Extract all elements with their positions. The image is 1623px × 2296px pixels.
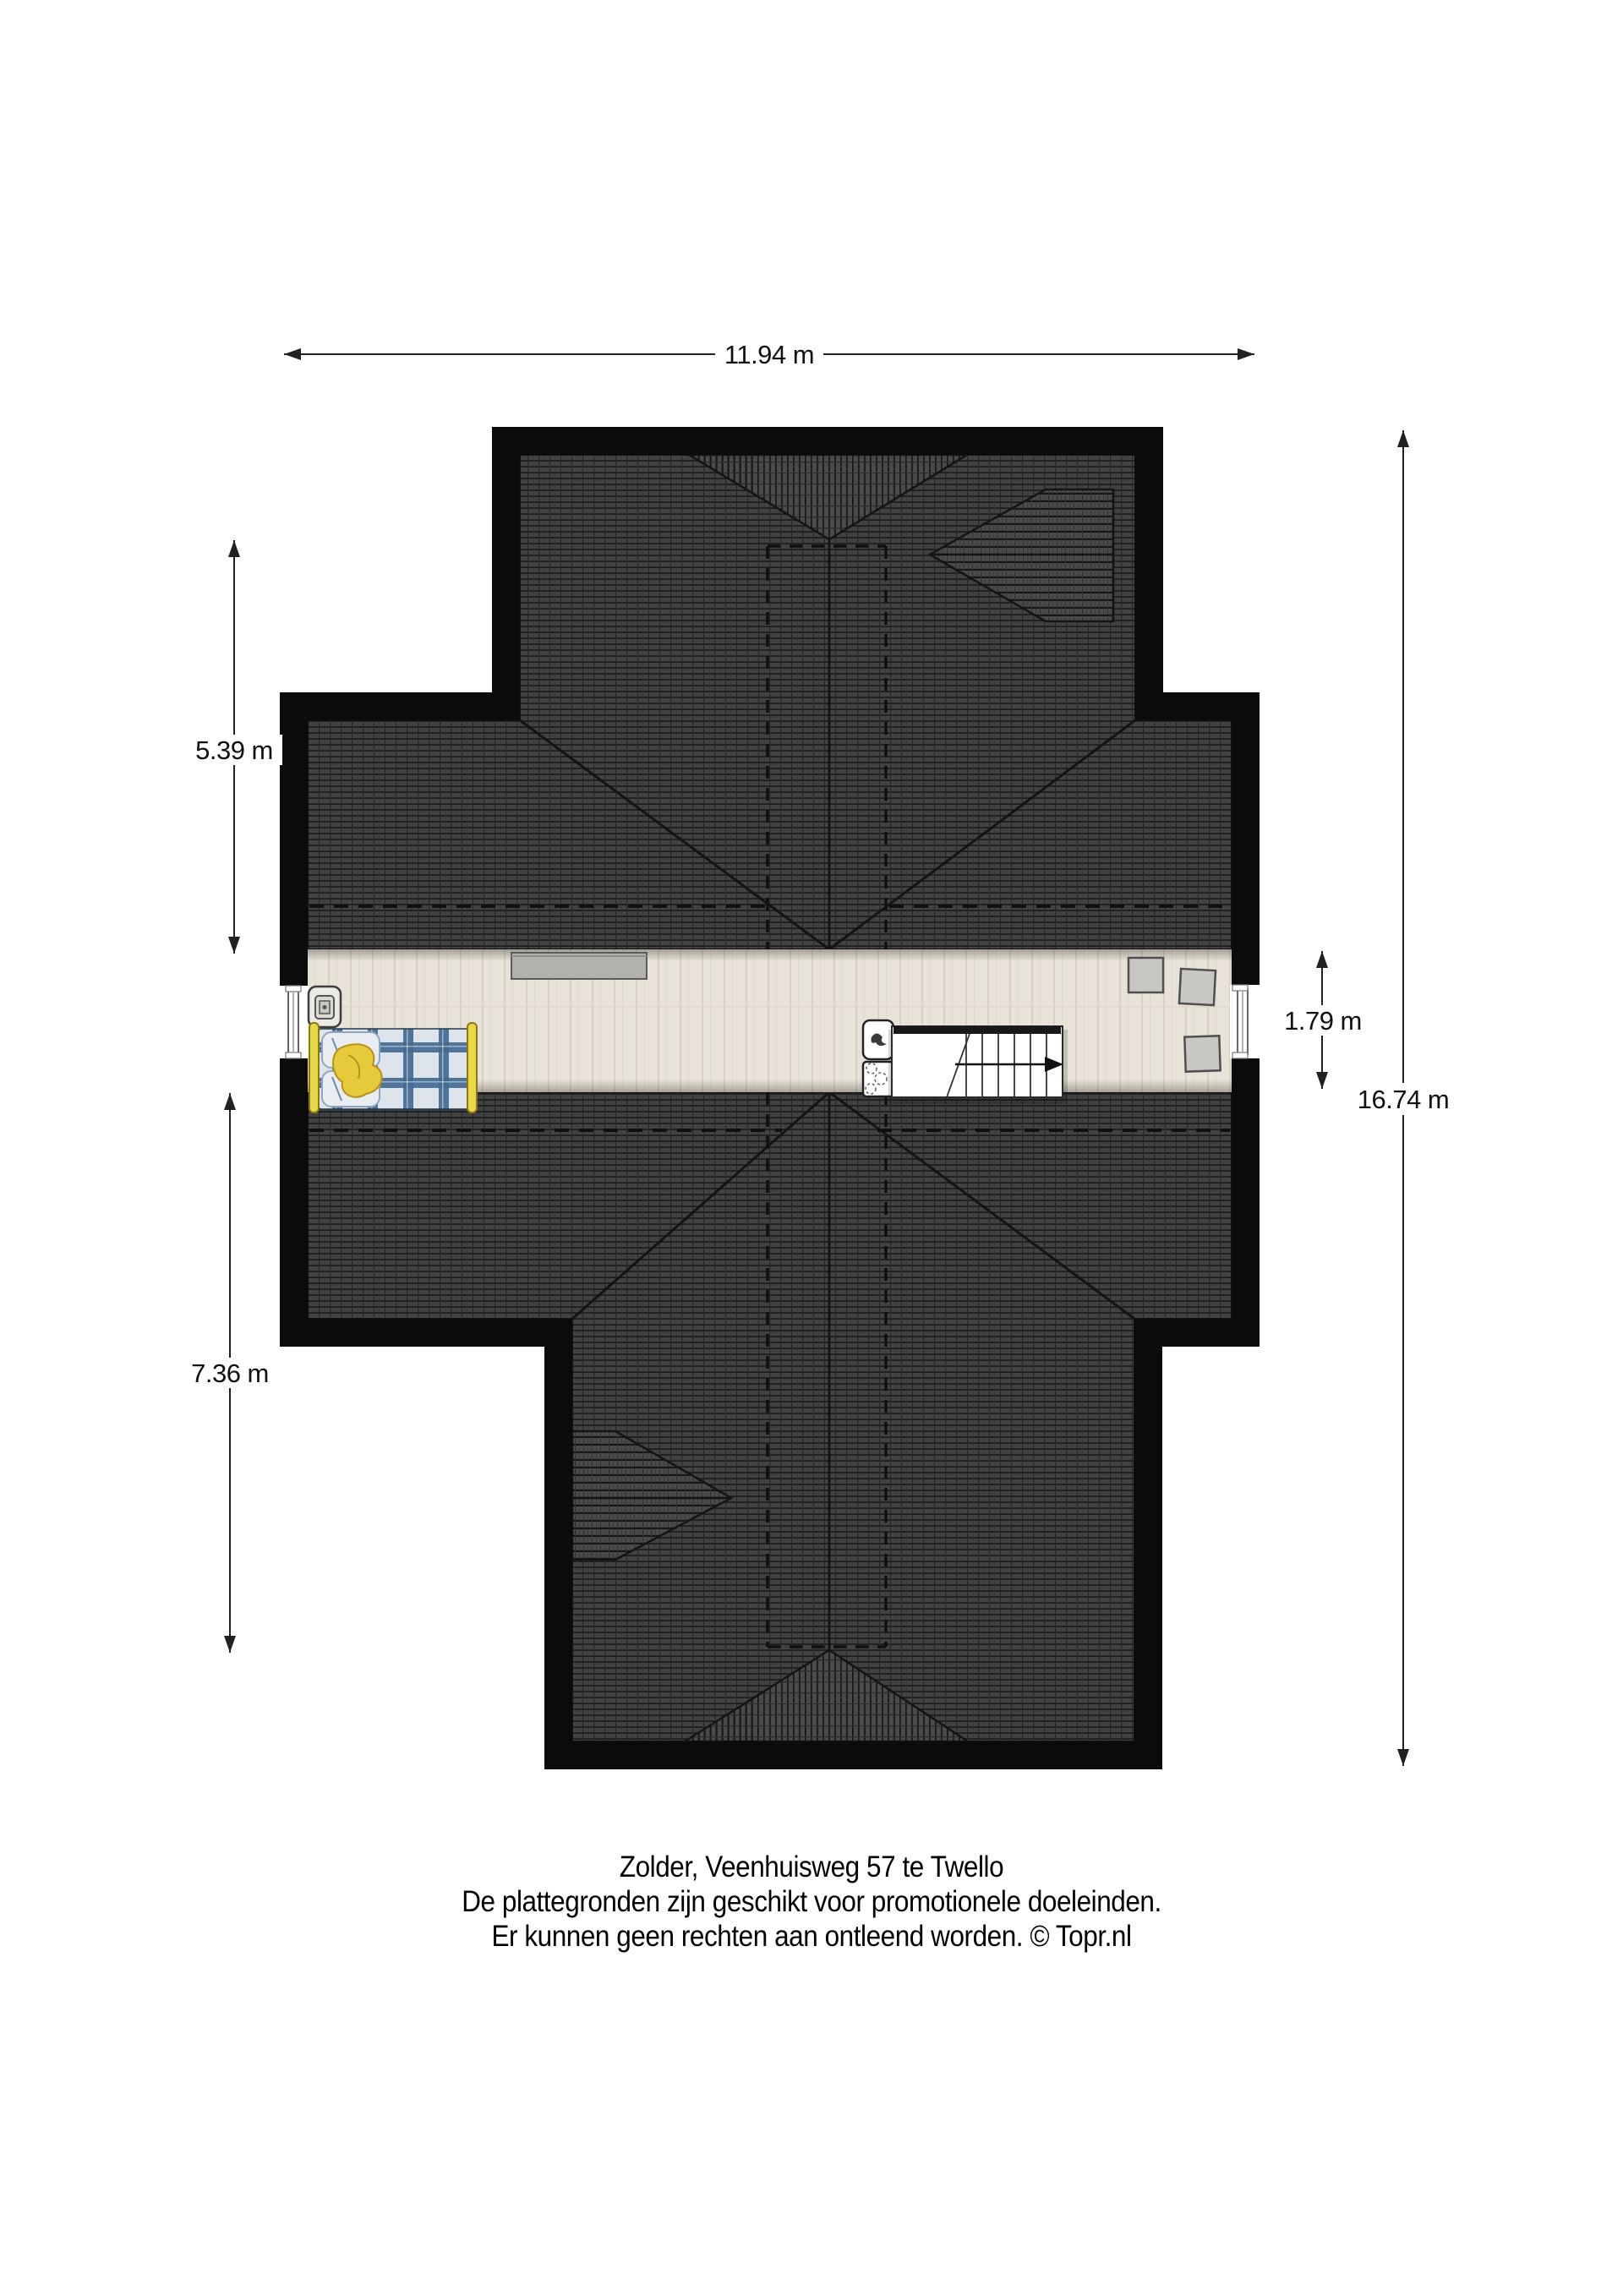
cabinet xyxy=(511,953,647,979)
staircase xyxy=(888,1026,1068,1104)
staircase-rail xyxy=(893,1026,1061,1034)
window-right xyxy=(1230,985,1261,1058)
bed-footboard xyxy=(467,1023,477,1112)
dimension-lower-roof-depth xyxy=(182,1093,278,1653)
dimension-total-width xyxy=(284,338,1254,370)
storage-box xyxy=(1179,969,1216,1005)
lamp-icon xyxy=(315,996,334,1019)
dimension-label-total-height: 16.74 m xyxy=(1357,1085,1450,1114)
caption-line-3: Er kunnen geen rechten aan ontleend worden. © Topr.nl xyxy=(491,1920,1132,1953)
bed-headboard xyxy=(309,1023,319,1112)
dimension-label-upper-roof-depth: 5.39 m xyxy=(195,735,273,765)
dimension-total-height xyxy=(1349,430,1457,1766)
dimension-label-lower-roof-depth: 7.36 m xyxy=(191,1358,269,1388)
dimension-label-corridor-height: 1.79 m xyxy=(1284,1006,1362,1036)
caption-line-2: De plattegronden zijn geschikt voor promotionele doeleinden. xyxy=(462,1885,1161,1918)
caption-line-1: Zolder, Veenhuisweg 57 te Twello xyxy=(619,1850,1004,1883)
storage-box xyxy=(1184,1036,1220,1071)
window-left xyxy=(278,986,309,1058)
storage-box xyxy=(1128,958,1163,992)
roof-lower-face xyxy=(308,1092,1232,1741)
dimension-upper-roof-depth xyxy=(186,540,282,954)
dimension-label-total-width: 11.94 m xyxy=(724,340,815,369)
dimension-corridor-height xyxy=(1276,951,1369,1089)
bed xyxy=(309,1023,477,1112)
corridor-shadow-top xyxy=(308,949,1232,961)
caption xyxy=(0,1850,1623,1954)
bedside-table xyxy=(309,987,341,1027)
